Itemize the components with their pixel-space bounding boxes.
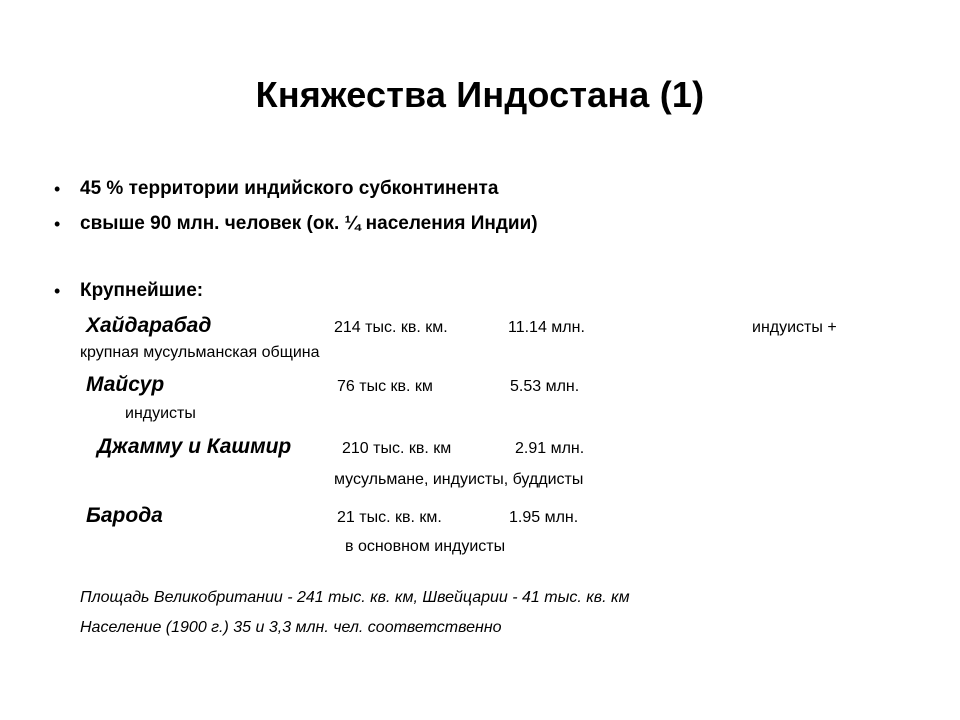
principality-religion-hyderabad: индуисты + (752, 319, 837, 336)
bullet-marker: • (54, 281, 61, 301)
principality-religion-jammu-kashmir: мусульмане, индуисты, буддисты (334, 471, 584, 488)
principality-area-jammu-kashmir: 210 тыс. кв. км (342, 440, 452, 457)
principality-population-baroda: 1.95 млн. (509, 509, 579, 526)
principality-population-jammu-kashmir: 2.91 млн. (515, 440, 585, 457)
principality-area-hyderabad: 214 тыс. кв. км. (334, 319, 448, 336)
principality-religion-hyderabad-cont: крупная мусульманская община (80, 344, 320, 361)
principality-area-baroda: 21 тыс. кв. км. (337, 509, 442, 526)
principality-name-mysore: Майсур (86, 373, 165, 396)
principality-area-mysore: 76 тыс кв. км (337, 378, 433, 395)
principality-religion-mysore: индуисты (125, 405, 196, 422)
bullet-marker: • (54, 214, 61, 234)
bullet-marker: • (54, 179, 61, 199)
principality-religion-baroda: в основном индуисты (345, 538, 506, 555)
slide-title: Княжества Индостана (1) (255, 74, 705, 115)
bullet-territory: 45 % территории индийского субконтинента (80, 178, 499, 199)
principality-name-hyderabad: Хайдарабад (86, 314, 212, 337)
note-population-comparison: Население (1900 г.) 35 и 3,3 млн. чел. соответственно (80, 619, 502, 636)
bullet-population: свыше 90 млн. человек (ок. ¼ населения Индии) (80, 213, 538, 234)
principality-population-hyderabad: 11.14 млн. (508, 319, 585, 336)
principality-population-mysore: 5.53 млн. (510, 378, 580, 395)
note-area-comparison: Площадь Великобритании - 241 тыс. кв. км, Швейцарии - 41 тыс. кв. км (80, 589, 630, 606)
principality-name-baroda: Барода (86, 504, 163, 527)
principality-name-jammu-kashmir: Джамму и Кашмир (97, 435, 292, 458)
bullet-largest: Крупнейшие: (80, 280, 204, 301)
